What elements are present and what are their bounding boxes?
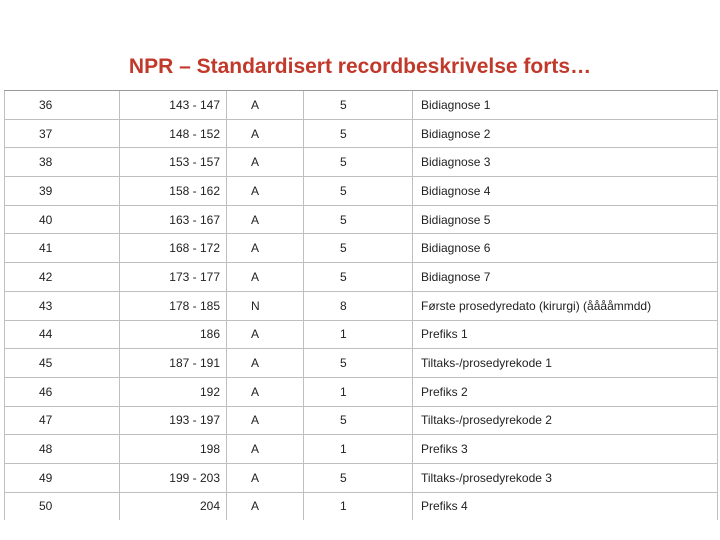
type-cell: A	[227, 406, 304, 435]
page-title: NPR – Standardisert recordbeskrivelse forts…	[128, 55, 592, 78]
position-cell: 192	[120, 377, 227, 406]
table-row	[5, 463, 718, 492]
table-row	[5, 435, 718, 464]
position-cell: 198	[120, 435, 227, 464]
type-cell: A	[227, 148, 304, 177]
description-cell: Tiltaks-/prosedyrekode 1	[413, 349, 718, 378]
table-row	[5, 177, 718, 206]
type-cell: N	[227, 291, 304, 320]
table-row	[5, 320, 718, 349]
table-row	[5, 148, 718, 177]
length-cell: 5	[304, 177, 413, 206]
field-number-cell: 43	[5, 291, 120, 320]
position-cell: 153 - 157	[120, 148, 227, 177]
type-cell: A	[227, 119, 304, 148]
description-cell: Prefiks 1	[413, 320, 718, 349]
record-table-container	[4, 90, 720, 520]
position-cell: 193 - 197	[120, 406, 227, 435]
field-number-cell: 45	[5, 349, 120, 378]
field-number-cell: 40	[5, 205, 120, 234]
type-cell: A	[227, 263, 304, 292]
field-number-cell: 37	[5, 119, 120, 148]
field-number-cell: 42	[5, 263, 120, 292]
type-cell: A	[227, 377, 304, 406]
type-cell: A	[227, 177, 304, 206]
description-cell: Prefiks 2	[413, 377, 718, 406]
field-number-cell: 44	[5, 320, 120, 349]
position-cell: 186	[120, 320, 227, 349]
length-cell: 1	[304, 435, 413, 464]
field-number-cell: 39	[5, 177, 120, 206]
type-cell: A	[227, 205, 304, 234]
length-cell: 8	[304, 291, 413, 320]
position-cell: 168 - 172	[120, 234, 227, 263]
length-cell: 5	[304, 263, 413, 292]
position-cell: 204	[120, 492, 227, 520]
description-cell: Bidiagnose 7	[413, 263, 718, 292]
field-number-cell: 38	[5, 148, 120, 177]
table-row	[5, 119, 718, 148]
type-cell: A	[227, 492, 304, 520]
description-cell: Bidiagnose 5	[413, 205, 718, 234]
table-row	[5, 406, 718, 435]
description-cell: Prefiks 4	[413, 492, 718, 520]
position-cell: 163 - 167	[120, 205, 227, 234]
position-cell: 178 - 185	[120, 291, 227, 320]
length-cell: 1	[304, 492, 413, 520]
field-number-cell: 46	[5, 377, 120, 406]
description-cell: Prefiks 3	[413, 435, 718, 464]
type-cell: A	[227, 320, 304, 349]
description-cell: Bidiagnose 2	[413, 119, 718, 148]
length-cell: 5	[304, 148, 413, 177]
table-row	[5, 291, 718, 320]
field-number-cell: 50	[5, 492, 120, 520]
table-row	[5, 377, 718, 406]
table-row	[5, 263, 718, 292]
table-row	[5, 91, 718, 120]
record-table	[4, 90, 718, 520]
field-number-cell: 36	[5, 91, 120, 120]
description-cell: Tiltaks-/prosedyrekode 3	[413, 463, 718, 492]
type-cell: A	[227, 91, 304, 120]
position-cell: 173 - 177	[120, 263, 227, 292]
field-number-cell: 47	[5, 406, 120, 435]
length-cell: 5	[304, 205, 413, 234]
table-row	[5, 234, 718, 263]
description-cell: Første prosedyredato (kirurgi) (ååååmmdd)	[413, 291, 718, 320]
length-cell: 5	[304, 91, 413, 120]
description-cell: Bidiagnose 4	[413, 177, 718, 206]
length-cell: 5	[304, 463, 413, 492]
length-cell: 5	[304, 349, 413, 378]
position-cell: 187 - 191	[120, 349, 227, 378]
description-cell: Bidiagnose 6	[413, 234, 718, 263]
table-top-border	[4, 90, 718, 91]
description-cell: Bidiagnose 3	[413, 148, 718, 177]
position-cell: 199 - 203	[120, 463, 227, 492]
length-cell: 5	[304, 234, 413, 263]
description-cell: Bidiagnose 1	[413, 91, 718, 120]
length-cell: 5	[304, 119, 413, 148]
field-number-cell: 41	[5, 234, 120, 263]
position-cell: 148 - 152	[120, 119, 227, 148]
position-cell: 158 - 162	[120, 177, 227, 206]
record-table-body	[5, 91, 718, 521]
length-cell: 5	[304, 406, 413, 435]
type-cell: A	[227, 463, 304, 492]
type-cell: A	[227, 234, 304, 263]
length-cell: 1	[304, 377, 413, 406]
table-row	[5, 349, 718, 378]
type-cell: A	[227, 435, 304, 464]
table-row	[5, 205, 718, 234]
description-cell: Tiltaks-/prosedyrekode 2	[413, 406, 718, 435]
field-number-cell: 48	[5, 435, 120, 464]
position-cell: 143 - 147	[120, 91, 227, 120]
table-row	[5, 492, 718, 520]
length-cell: 1	[304, 320, 413, 349]
field-number-cell: 49	[5, 463, 120, 492]
type-cell: A	[227, 349, 304, 378]
